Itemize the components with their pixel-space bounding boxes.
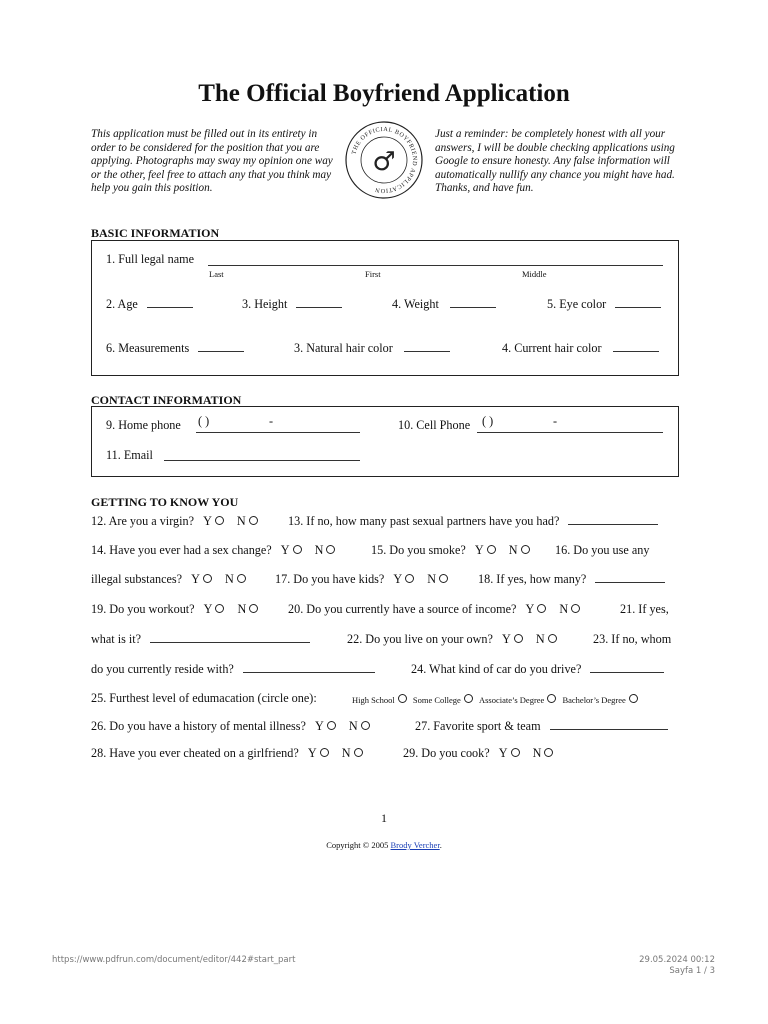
measurements-field[interactable]: [198, 342, 244, 352]
q29-yes-radio[interactable]: [511, 748, 520, 757]
q27-sport-team-label: 27. Favorite sport & team: [415, 719, 541, 733]
q26-yes-label: Y: [314, 719, 324, 733]
full-name-label: 1. Full legal name: [106, 252, 195, 266]
q26-yes-radio[interactable]: [327, 721, 336, 730]
q16-yes-label: Y: [191, 572, 200, 586]
q20-no-radio[interactable]: [571, 604, 580, 613]
email-field[interactable]: [164, 451, 360, 461]
q15-smoke-label: 15. Do you smoke?: [371, 543, 466, 557]
home-phone-dash: -: [269, 414, 274, 428]
q25-education-label: 25. Furthest level of edumacation (circle one):: [91, 691, 317, 705]
q16-yes-radio[interactable]: [203, 574, 212, 583]
q20-income-label: 20. Do you currently have a source of income?: [288, 602, 517, 616]
intro-right-text: Just a reminder: be completely honest with all your answers, I will be double checking applications using Google to ensure honesty. Any false information will automatically nullify any chance you might have had. Thanks, and have fun.: [435, 128, 675, 195]
height-label: 3. Height: [242, 297, 288, 311]
q19-yes-radio[interactable]: [215, 604, 224, 613]
q15-no-radio[interactable]: [521, 545, 530, 554]
q29-yes-label: Y: [498, 746, 508, 760]
home-phone-area-parens: ( ): [198, 414, 210, 428]
q17-no-label: N: [427, 572, 437, 586]
q23-reside-with-label: do you currently reside with?: [91, 662, 234, 676]
q23-reside-with-field[interactable]: [243, 663, 375, 673]
seal-text: THE OFFICIAL BOYFRIEND APPLICATION: [350, 125, 419, 195]
q20-no-label: N: [559, 602, 569, 616]
q17-no-radio[interactable]: [439, 574, 448, 583]
q12-yes-radio[interactable]: [215, 516, 224, 525]
getting-to-know-heading: GETTING TO KNOW YOU: [91, 495, 239, 509]
cell-phone-area-parens: ( ): [482, 414, 494, 428]
edu-some-college-radio[interactable]: [464, 694, 473, 703]
edu-bachelors-radio[interactable]: [629, 694, 638, 703]
q20-yes-label: Y: [525, 602, 535, 616]
footer-datetime: 29.05.2024 00:12: [639, 955, 715, 965]
q21-what-is-it-label: what is it?: [91, 632, 142, 646]
q14-yes-radio[interactable]: [293, 545, 302, 554]
q14-sex-change-label: 14. Have you ever had a sex change?: [91, 543, 272, 557]
q17-yes-radio[interactable]: [405, 574, 414, 583]
q22-yes-radio[interactable]: [514, 634, 523, 643]
eye-color-label: 5. Eye color: [547, 297, 607, 311]
q13-partners-label: 13. If no, how many past sexual partners have you had?: [288, 514, 560, 528]
cell-phone-dash: -: [553, 414, 558, 428]
q21-income-source-field[interactable]: [150, 633, 310, 643]
edu-high-school-label: High School: [352, 695, 395, 705]
q14-yes-label: Y: [280, 543, 290, 557]
q28-no-radio[interactable]: [354, 748, 363, 757]
q12-yes-label: Y: [203, 514, 212, 528]
weight-label: 4. Weight: [392, 297, 439, 311]
q18-how-many-field[interactable]: [595, 573, 665, 583]
last-name-caption: Last: [209, 269, 224, 279]
edu-associates-label: Associate’s Degree: [478, 695, 545, 705]
contact-info-box: [91, 406, 679, 477]
q28-yes-radio[interactable]: [320, 748, 329, 757]
q16-no-radio[interactable]: [237, 574, 246, 583]
copyright-author-link[interactable]: Brody Vercher: [390, 840, 440, 850]
seal-symbol: ♂: [372, 147, 396, 177]
q16-substances-label: 16. Do you use any: [555, 543, 650, 557]
basic-info-heading: BASIC INFORMATION: [91, 226, 220, 240]
age-field[interactable]: [147, 298, 193, 308]
q22-no-radio[interactable]: [548, 634, 557, 643]
q15-yes-label: Y: [474, 543, 484, 557]
q24-car-label: 24. What kind of car do you drive?: [411, 662, 582, 676]
middle-name-caption: Middle: [522, 269, 547, 279]
copyright-prefix: Copyright © 2005: [326, 840, 389, 850]
footer-url: https://www.pdfrun.com/document/editor/442#start_part: [52, 955, 296, 965]
q29-cook-label: 29. Do you cook?: [403, 746, 490, 760]
q21-if-yes-label: 21. If yes,: [620, 602, 669, 616]
q19-yes-label: Y: [203, 602, 213, 616]
q15-no-label: N: [508, 543, 518, 557]
q12-no-label: N: [236, 514, 246, 528]
q27-sport-team-field[interactable]: [550, 720, 668, 730]
q23-if-no-label: 23. If no, whom: [593, 632, 672, 646]
edu-associates-radio[interactable]: [547, 694, 556, 703]
q19-no-label: N: [237, 602, 247, 616]
q13-partners-field[interactable]: [568, 515, 658, 525]
q19-workout-label: 19. Do you workout?: [91, 602, 195, 616]
edu-bachelors-label: Bachelor’s Degree: [562, 695, 626, 705]
q15-yes-radio[interactable]: [487, 545, 496, 554]
age-label: 2. Age: [106, 297, 138, 311]
weight-field[interactable]: [450, 298, 496, 308]
q22-no-label: N: [535, 632, 545, 646]
q22-live-on-own-label: 22. Do you live on your own?: [347, 632, 493, 646]
natural-hair-color-field[interactable]: [404, 342, 450, 352]
q29-no-radio[interactable]: [544, 748, 553, 757]
q17-kids-label: 17. Do you have kids?: [275, 572, 385, 586]
q18-how-many-label: 18. If yes, how many?: [478, 572, 587, 586]
seal-icon: [344, 120, 424, 200]
cell-phone-field[interactable]: [477, 423, 663, 433]
q26-no-radio[interactable]: [361, 721, 370, 730]
edu-some-college-label: Some College: [412, 695, 461, 705]
q28-cheated-label: 28. Have you ever cheated on a girlfriend?: [91, 746, 299, 760]
full-name-field[interactable]: [208, 256, 663, 266]
email-label: 11. Email: [106, 448, 153, 462]
q26-mental-illness-label: 26. Do you have a history of mental illness?: [91, 719, 306, 733]
copyright-line: [0, 840, 768, 850]
document-title: The Official Boyfriend Application: [198, 80, 570, 107]
q12-virgin-label: 12. Are you a virgin?: [91, 514, 195, 528]
eye-color-field[interactable]: [615, 298, 661, 308]
q16-substances-label-cont: illegal substances?: [91, 572, 183, 586]
current-hair-color-field[interactable]: [613, 342, 659, 352]
copyright-suffix: .: [439, 840, 442, 850]
cell-phone-label: 10. Cell Phone: [398, 418, 471, 432]
current-hair-color-label: 4. Current hair color: [502, 341, 602, 355]
q16-no-label: N: [224, 572, 234, 586]
q12-no-radio[interactable]: [249, 516, 258, 525]
q22-yes-label: Y: [501, 632, 511, 646]
measurements-label: 6. Measurements: [106, 341, 190, 355]
page-number: 1: [381, 811, 387, 825]
q20-yes-radio[interactable]: [537, 604, 546, 613]
intro-left-text: This application must be filled out in its entirety in order to be considered for the position that you are applying. Photographs may sway my opinion one way or the other, feel free to attach any that you think may help you gain this position.: [91, 128, 333, 195]
edu-high-school-radio[interactable]: [398, 694, 407, 703]
q29-no-label: N: [532, 746, 542, 760]
q26-no-label: N: [348, 719, 358, 733]
natural-hair-color-label: 3. Natural hair color: [294, 341, 393, 355]
home-phone-field[interactable]: [196, 423, 360, 433]
q19-no-radio[interactable]: [249, 604, 258, 613]
q28-yes-label: Y: [307, 746, 317, 760]
height-field[interactable]: [296, 298, 342, 308]
q14-no-label: N: [314, 543, 324, 557]
q17-yes-label: Y: [393, 572, 403, 586]
contact-info-heading: CONTACT INFORMATION: [91, 393, 242, 407]
q14-no-radio[interactable]: [326, 545, 335, 554]
first-name-caption: First: [365, 269, 381, 279]
q24-car-field[interactable]: [590, 663, 664, 673]
q28-no-label: N: [341, 746, 351, 760]
home-phone-label: 9. Home phone: [106, 418, 181, 432]
footer-page-count: Sayfa 1 / 3: [669, 966, 715, 976]
